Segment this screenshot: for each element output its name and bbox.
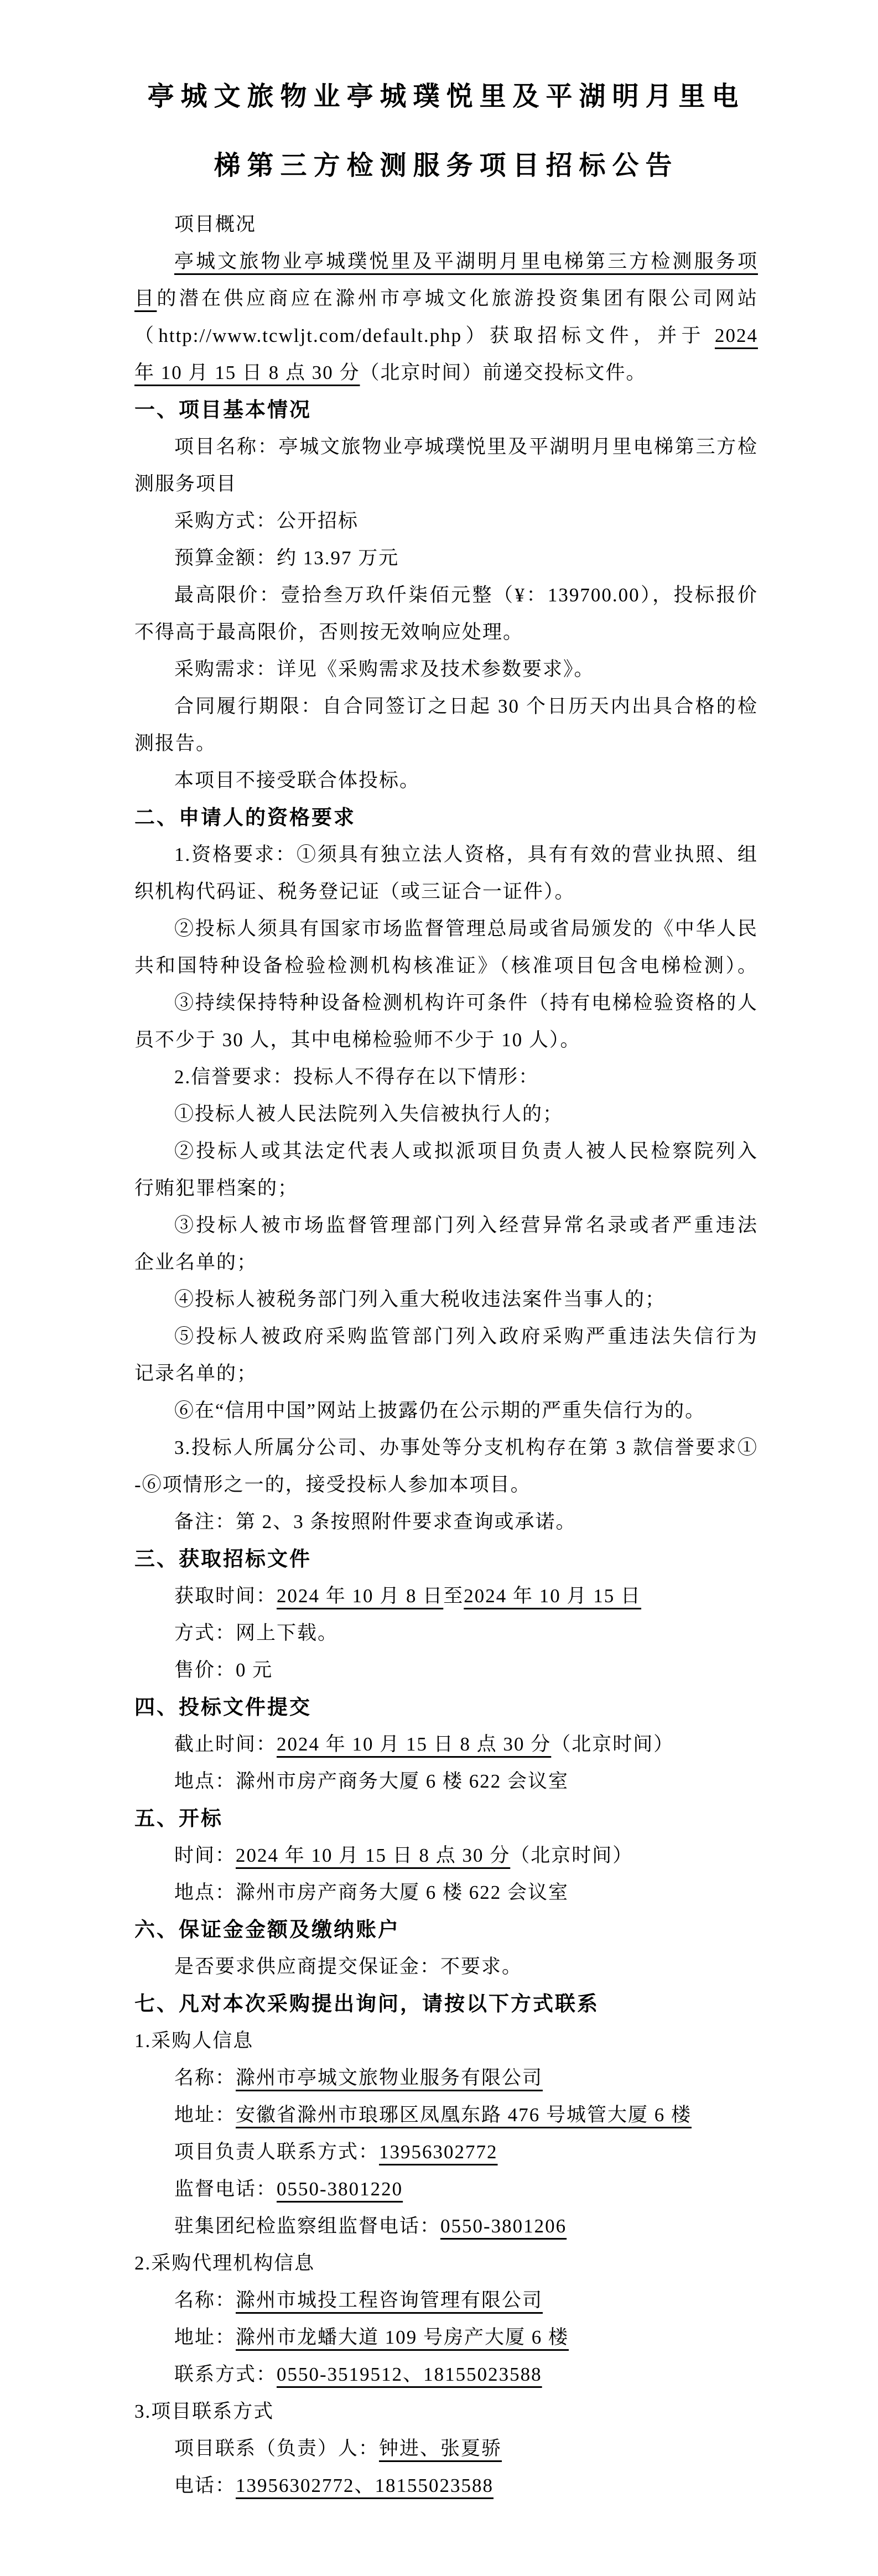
- section-5-heading: [134, 1800, 758, 1837]
- doc-line: [134, 1392, 758, 1429]
- section-2-heading: [134, 799, 758, 836]
- phone-number: 0550-3519512、18155023588: [277, 2364, 542, 2385]
- doc-text: 地址：: [174, 2104, 236, 2126]
- purchaser-address: 安徽省滁州市琅琊区凤凰东路 476 号城管大厦 6 楼: [236, 2104, 692, 2126]
- doc-text: 员不少于 30 人，其中电梯检验师不少于 10 人）。: [134, 1029, 581, 1051]
- purchaser-info-label: [134, 2022, 758, 2059]
- doc-line: [134, 2059, 758, 2096]
- document-body: [134, 206, 758, 2504]
- doc-text: 项目负责人联系方式：: [174, 2141, 380, 2163]
- doc-text: 1.资格要求：①须具有独立法人资格，具有有效的营业执照、组: [174, 844, 758, 865]
- doc-line: [134, 836, 758, 873]
- doc-text: 项目联系（负责）人：: [174, 2438, 380, 2459]
- doc-line: [134, 688, 758, 725]
- doc-text: 测报告。: [134, 733, 217, 754]
- obtain-end-date: 2024 年 10 月 15 日: [464, 1585, 642, 1607]
- doc-line: [134, 1058, 758, 1095]
- doc-text: 最高限价：壹拾叁万玖仟柒佰元整（¥：139700.00），投标报价: [174, 584, 758, 606]
- section-7-heading: [134, 1985, 758, 2022]
- doc-line: [134, 2096, 758, 2133]
- doc-line: [134, 539, 758, 577]
- doc-text: 监督电话：: [174, 2178, 277, 2200]
- doc-line: [134, 1170, 758, 1207]
- doc-text: 四、投标文件提交: [134, 1696, 311, 1718]
- agency-info-label: [134, 2245, 758, 2282]
- doc-text: 采购方式：公开招标: [174, 510, 359, 532]
- doc-line: [134, 873, 758, 910]
- doc-line: [134, 1503, 758, 1540]
- doc-text: 方式：网上下载。: [174, 1622, 339, 1644]
- doc-text: 项目名称：亭城文旅物业亭城璞悦里及平湖明月里电梯第三方检: [174, 436, 758, 458]
- doc-text: 五、开标: [134, 1807, 223, 1830]
- doc-line: [134, 243, 758, 280]
- doc-line: [134, 1021, 758, 1058]
- doc-text: 备注：第 2、3 条按照附件要求查询或承诺。: [174, 1511, 576, 1533]
- doc-line: [134, 502, 758, 539]
- doc-text: （: [134, 325, 159, 346]
- phone-number: 13956302772: [379, 2141, 498, 2163]
- doc-text: 截止时间：: [174, 1733, 277, 1755]
- doc-line: [134, 947, 758, 984]
- section-3-heading: [134, 1540, 758, 1577]
- doc-line: [134, 2430, 758, 2467]
- doc-text: 2.信誉要求：投标人不得存在以下情形：: [174, 1066, 539, 1088]
- project-overview-label: [134, 206, 758, 243]
- doc-text: 不得高于最高限价，否则按无效响应处理。: [134, 621, 524, 643]
- doc-line: [134, 1429, 758, 1466]
- doc-text: 记录名单的；: [134, 1363, 258, 1384]
- doc-text: ③投标人被市场监督管理部门列入经营异常名录或者严重违法: [174, 1214, 758, 1236]
- doc-text: 七、凡对本次采购提出询问，请按以下方式联系: [134, 1992, 599, 2015]
- doc-line: [134, 2282, 758, 2319]
- doc-text: （北京时间）前递交投标文件。: [360, 362, 647, 383]
- doc-text: ⑤投标人被政府采购监管部门列入政府采购严重违法失信行为: [174, 1326, 758, 1347]
- document-title: [134, 62, 758, 200]
- doc-text: 织机构代码证、税务登记证（或三证合一证件）。: [134, 881, 575, 902]
- doc-line: [134, 2133, 758, 2170]
- doc-text: 2024: [714, 325, 758, 346]
- doc-text: 的潜在供应商应在滁州市亭城文化旅游投资集团有限公司网站: [157, 288, 758, 309]
- project-contact-label: [134, 2393, 758, 2430]
- doc-text: 预算金额：约 13.97 万元: [174, 547, 399, 569]
- doc-text: ）获取招标文件，并于: [462, 325, 715, 346]
- doc-text: （北京时间）: [551, 1733, 674, 1755]
- doc-text: 联系方式：: [174, 2364, 277, 2385]
- purchaser-name: 滁州市亭城文旅物业服务有限公司: [236, 2067, 543, 2089]
- doc-line: [134, 1095, 758, 1133]
- doc-line: [134, 1133, 758, 1170]
- doc-text: 2.采购代理机构信息: [134, 2252, 315, 2274]
- doc-text: ④投标人被税务部门列入重大税收违法案件当事人的；: [174, 1289, 666, 1310]
- doc-text: 项目概况: [174, 214, 257, 235]
- doc-text: 获取时间：: [174, 1585, 277, 1607]
- opening-time: 2024 年 10 月 15 日 8 点 30 分: [236, 1845, 511, 1866]
- doc-line: [134, 428, 758, 465]
- bid-deadline: 年 10 月 15 日 8 点 30 分: [134, 362, 360, 383]
- obtain-start-date: 2024 年 10 月 8 日: [277, 1585, 444, 1607]
- doc-text: 时间：: [174, 1845, 236, 1866]
- doc-line: [134, 984, 758, 1021]
- doc-text: 六、保证金金额及缴纳账户: [134, 1918, 400, 1941]
- doc-line: [134, 1466, 758, 1503]
- doc-line: [134, 577, 758, 614]
- doc-line: [134, 1614, 758, 1651]
- doc-text: 名称：: [174, 2289, 236, 2311]
- doc-line: [134, 1355, 758, 1392]
- doc-line: [134, 1577, 758, 1614]
- project-name: 亭城文旅物业亭城璞悦里及平湖明月里电梯第三方检测服务项: [174, 251, 758, 272]
- doc-line: [134, 2208, 758, 2245]
- doc-text: 企业名单的；: [134, 1251, 258, 1273]
- phone-number: 0550-3801220: [277, 2178, 403, 2200]
- doc-text: 二、申请人的资格要求: [134, 806, 356, 829]
- doc-line: [134, 2356, 758, 2393]
- doc-line: [134, 1874, 758, 1911]
- doc-text: 目: [134, 288, 157, 309]
- doc-text: ③持续保持特种设备检测机构许可条件（持有电梯检验资格的人: [174, 992, 758, 1014]
- doc-line: [134, 465, 758, 502]
- doc-text: 合同履行期限：自合同签订之日起 30 个日历天内出具合格的检: [174, 695, 758, 717]
- submit-deadline: 2024 年 10 月 15 日 8 点 30 分: [277, 1733, 552, 1755]
- doc-line: [134, 762, 758, 799]
- doc-line: [134, 1948, 758, 1985]
- doc-text: 名称：: [174, 2067, 236, 2089]
- doc-text: ②投标人须具有国家市场监督管理总局或省局颁发的《中华人民: [174, 918, 758, 939]
- agency-address: 滁州市龙蟠大道 109 号房产大厦 6 楼: [236, 2326, 569, 2348]
- doc-text: ⑥在“信用中国”网站上披露仍在公示期的严重失信行为的。: [174, 1400, 706, 1421]
- doc-line: [134, 2319, 758, 2356]
- doc-text: 驻集团纪检监察组监督电话：: [174, 2215, 441, 2237]
- doc-line: [134, 1651, 758, 1689]
- doc-line: [134, 1281, 758, 1318]
- doc-text: 采购需求：详见《采购需求及技术参数要求》。: [174, 658, 595, 680]
- doc-text: 行贿犯罪档案的；: [134, 1177, 299, 1199]
- agency-name: 滁州市城投工程咨询管理有限公司: [236, 2289, 543, 2311]
- doc-line: [134, 614, 758, 651]
- phone-number: 0550-3801206: [440, 2215, 567, 2237]
- doc-text: 地点：滁州市房产商务大厦 6 楼 622 会议室: [174, 1770, 569, 1792]
- doc-text: ①投标人被人民法院列入失信被执行人的；: [174, 1103, 564, 1125]
- doc-line: [134, 910, 758, 947]
- doc-text: （北京时间）: [510, 1845, 633, 1866]
- doc-line: [134, 1244, 758, 1281]
- doc-text: 至: [443, 1585, 464, 1607]
- doc-text: 地点：滁州市房产商务大厦 6 楼 622 会议室: [174, 1882, 569, 1903]
- document-title-line-2: 梯第三方检测服务项目招标公告: [214, 151, 679, 180]
- section-6-heading: [134, 1911, 758, 1948]
- doc-text: 测服务项目: [134, 473, 237, 495]
- doc-text: 1.采购人信息: [134, 2030, 254, 2052]
- doc-line: [134, 317, 758, 354]
- doc-line: [134, 1763, 758, 1800]
- section-1-heading: [134, 391, 758, 428]
- document-title-line-1: 亭城文旅物业亭城璞悦里及平湖明月里电: [147, 82, 745, 111]
- doc-line: [134, 725, 758, 762]
- website-url: http://www.tcwljt.com/default.php: [158, 325, 463, 346]
- doc-text: 本项目不接受联合体投标。: [174, 770, 420, 791]
- doc-line: [134, 651, 758, 688]
- doc-line: [134, 1726, 758, 1763]
- doc-line: [134, 1318, 758, 1355]
- doc-text: -⑥项情形之一的，接受投标人参加本项目。: [134, 1474, 531, 1495]
- doc-text: ②投标人或其法定代表人或拟派项目负责人被人民检察院列入: [174, 1140, 758, 1162]
- doc-text: 售价：0 元: [174, 1659, 273, 1681]
- doc-text: 电话：: [174, 2475, 236, 2496]
- doc-line: [134, 354, 758, 391]
- document-content: [134, 0, 758, 2504]
- doc-line: [134, 280, 758, 317]
- doc-text: 3.投标人所属分公司、办事处等分支机构存在第 3 款信誉要求①: [174, 1437, 758, 1458]
- doc-line: [134, 1837, 758, 1874]
- doc-text: 一、项目基本情况: [134, 398, 311, 421]
- doc-text: 是否要求供应商提交保证金：不要求。: [174, 1956, 523, 1977]
- doc-line: [134, 1207, 758, 1244]
- doc-text: 地址：: [174, 2326, 236, 2348]
- doc-text: 3.项目联系方式: [134, 2401, 274, 2422]
- phone-number: 13956302772、18155023588: [236, 2475, 494, 2496]
- doc-line: [134, 2467, 758, 2504]
- contact-person: 钟进、张夏骄: [379, 2438, 502, 2459]
- doc-line: [134, 2170, 758, 2208]
- section-4-heading: [134, 1689, 758, 1726]
- doc-text: 三、获取招标文件: [134, 1547, 311, 1570]
- doc-text: 共和国特种设备检验检测机构核准证》（核准项目包含电梯检测）。: [134, 955, 758, 977]
